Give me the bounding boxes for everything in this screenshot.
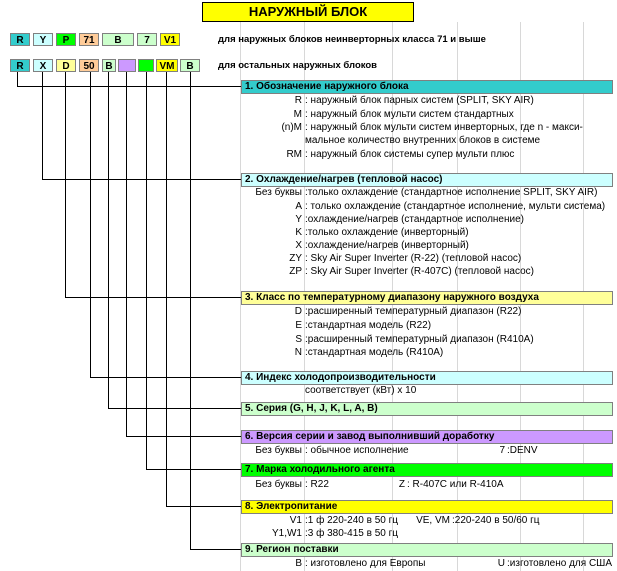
section-code: RM (286, 149, 302, 160)
section-desc: :1 ф 220-240 в 50 гц (305, 515, 398, 526)
section-desc: :3 ф 380-415 в 50 гц (305, 528, 398, 539)
connector-line (17, 86, 242, 87)
section-code: B (295, 558, 302, 569)
connector-line (108, 72, 109, 409)
section-code: M (293, 109, 302, 120)
code-cell-r1-5: 7 (137, 33, 157, 46)
section-code: V1 (289, 515, 302, 526)
section-code: X (295, 240, 302, 251)
connector-line (17, 72, 18, 87)
section-desc: : наружный блок системы супер мульти плюс (305, 149, 515, 160)
code-cell-r2-4: B (102, 59, 116, 72)
section-desc: : наружный блок мульти систем стандартных (305, 109, 514, 120)
section-header-2: 2. Охлаждение/нагрев (тепловой насос) (241, 173, 613, 187)
section-code: S (295, 334, 302, 345)
connector-line (65, 297, 242, 298)
section-code: VE, VM (416, 515, 450, 526)
code-cell-r2-7: VM (156, 59, 178, 72)
code-cell-r2-3: 50 (79, 59, 99, 72)
section-desc: : обычное исполнение (305, 445, 409, 456)
connector-line (42, 179, 242, 180)
section-code: R (294, 95, 302, 106)
connector-line (90, 72, 91, 378)
connector-line (190, 549, 242, 550)
section-header-5: 5. Серия (G, H, J, K, L, A, B) (241, 402, 613, 416)
code-cell-r1-4: B (102, 33, 134, 46)
section-header-4: 4. Индекс холодопроизводительности (241, 371, 613, 385)
code-cell-r1-1: Y (33, 33, 53, 46)
connector-line (146, 72, 147, 470)
connector-line (126, 436, 242, 437)
connector-line (108, 408, 242, 409)
connector-line (190, 72, 191, 550)
section-code: ZY (289, 253, 302, 264)
section-desc: мальное количество внутренних блоков в системе (305, 135, 541, 146)
code-cell-r1-3: 71 (79, 33, 99, 46)
page-title: НАРУЖНЫЙ БЛОК (202, 2, 414, 22)
section-code: K (295, 227, 302, 238)
code-cell-r2-1: X (33, 59, 53, 72)
connector-line (166, 506, 242, 507)
section-desc: :стандартная модель (R410A) (305, 347, 444, 358)
section-desc: :изготовлено для США (507, 558, 613, 569)
section-desc: : R-407C или R-410A (407, 479, 504, 490)
connector-line (166, 72, 167, 507)
connector-line (146, 469, 242, 470)
code-cell-r2-5 (118, 59, 136, 72)
section-code: (n)M (281, 122, 302, 133)
section-desc: :расширенный температурный диапазон (R22) (305, 306, 522, 317)
code-cell-r2-0: R (10, 59, 30, 72)
section-desc: :только охлаждение (стандартное исполнение SPLIT, SKY AIR) (305, 187, 598, 198)
section-code: ZP (289, 266, 302, 277)
section-code: Z (398, 479, 405, 490)
section-desc: : Sky Air Super Inverter (R-407C) (тепловой насос) (305, 266, 534, 277)
section-desc: :охлаждение/нагрев (инверторный) (305, 240, 469, 251)
section-desc: : Sky Air Super Inverter (R-22) (тепловой насос) (305, 253, 522, 264)
code-cell-r1-0: R (10, 33, 30, 46)
connector-line (126, 72, 127, 437)
section-desc: :только охлаждение (инверторный) (305, 227, 469, 238)
section-code: Y (295, 214, 302, 225)
section-desc: :DENV (507, 445, 538, 456)
section-header-6: 6. Версия серии и завод выполнивший доработку (241, 430, 613, 444)
section-code: Без буквы (255, 479, 302, 490)
section-header-7: 7. Марка холодильного агента (241, 463, 613, 477)
section-code: Y1,W1 (271, 528, 302, 539)
section-desc: :охлаждение/нагрев (стандартное исполнение) (305, 214, 524, 225)
section-code: E (295, 320, 302, 331)
section-code: A (295, 201, 302, 212)
connector-line (65, 72, 66, 298)
section-code: Без буквы (255, 187, 302, 198)
code-cell-r2-8: B (180, 59, 200, 72)
section-desc: :220-240 в 50/60 гц (452, 515, 540, 526)
row1-label: для наружных блоков неинверторных класса 71 и выше (218, 34, 486, 45)
section-code: N (294, 347, 302, 358)
code-cell-r2-6 (138, 59, 154, 72)
section-desc: : изготовлено для Европы (305, 558, 426, 569)
connector-line (42, 72, 43, 180)
section-header-9: 9. Регион поставки (241, 543, 613, 557)
section-code: D (294, 306, 302, 317)
code-cell-r2-2: D (56, 59, 76, 72)
section-desc: : наружный блок парных систем (SPLIT, SKY AIR) (305, 95, 534, 106)
section-desc: :расширенный температурный диапазон (R410A) (305, 334, 534, 345)
section-header-1: 1. Обозначение наружного блока (241, 80, 613, 94)
section-code: 7 (499, 445, 505, 456)
section-code: U (497, 558, 505, 569)
code-cell-r1-2: P (56, 33, 76, 46)
row2-label: для остальных наружных блоков (218, 60, 378, 71)
section-desc: : R22 (305, 479, 329, 490)
section-desc: соответствует (кВт) х 10 (305, 385, 417, 396)
section-header-8: 8. Электропитание (241, 500, 613, 514)
code-cell-r1-6: V1 (160, 33, 180, 46)
section-desc: : наружный блок мульти систем инверторных, где n - макси- (305, 122, 583, 133)
section-desc: :стандартная модель (R22) (305, 320, 432, 331)
section-header-3: 3. Класс по температурному диапазону наружного воздуха (241, 291, 613, 305)
section-desc: : только охлаждение (стандартное исполнение, мульти система) (305, 201, 606, 212)
section-code: Без буквы (255, 445, 302, 456)
